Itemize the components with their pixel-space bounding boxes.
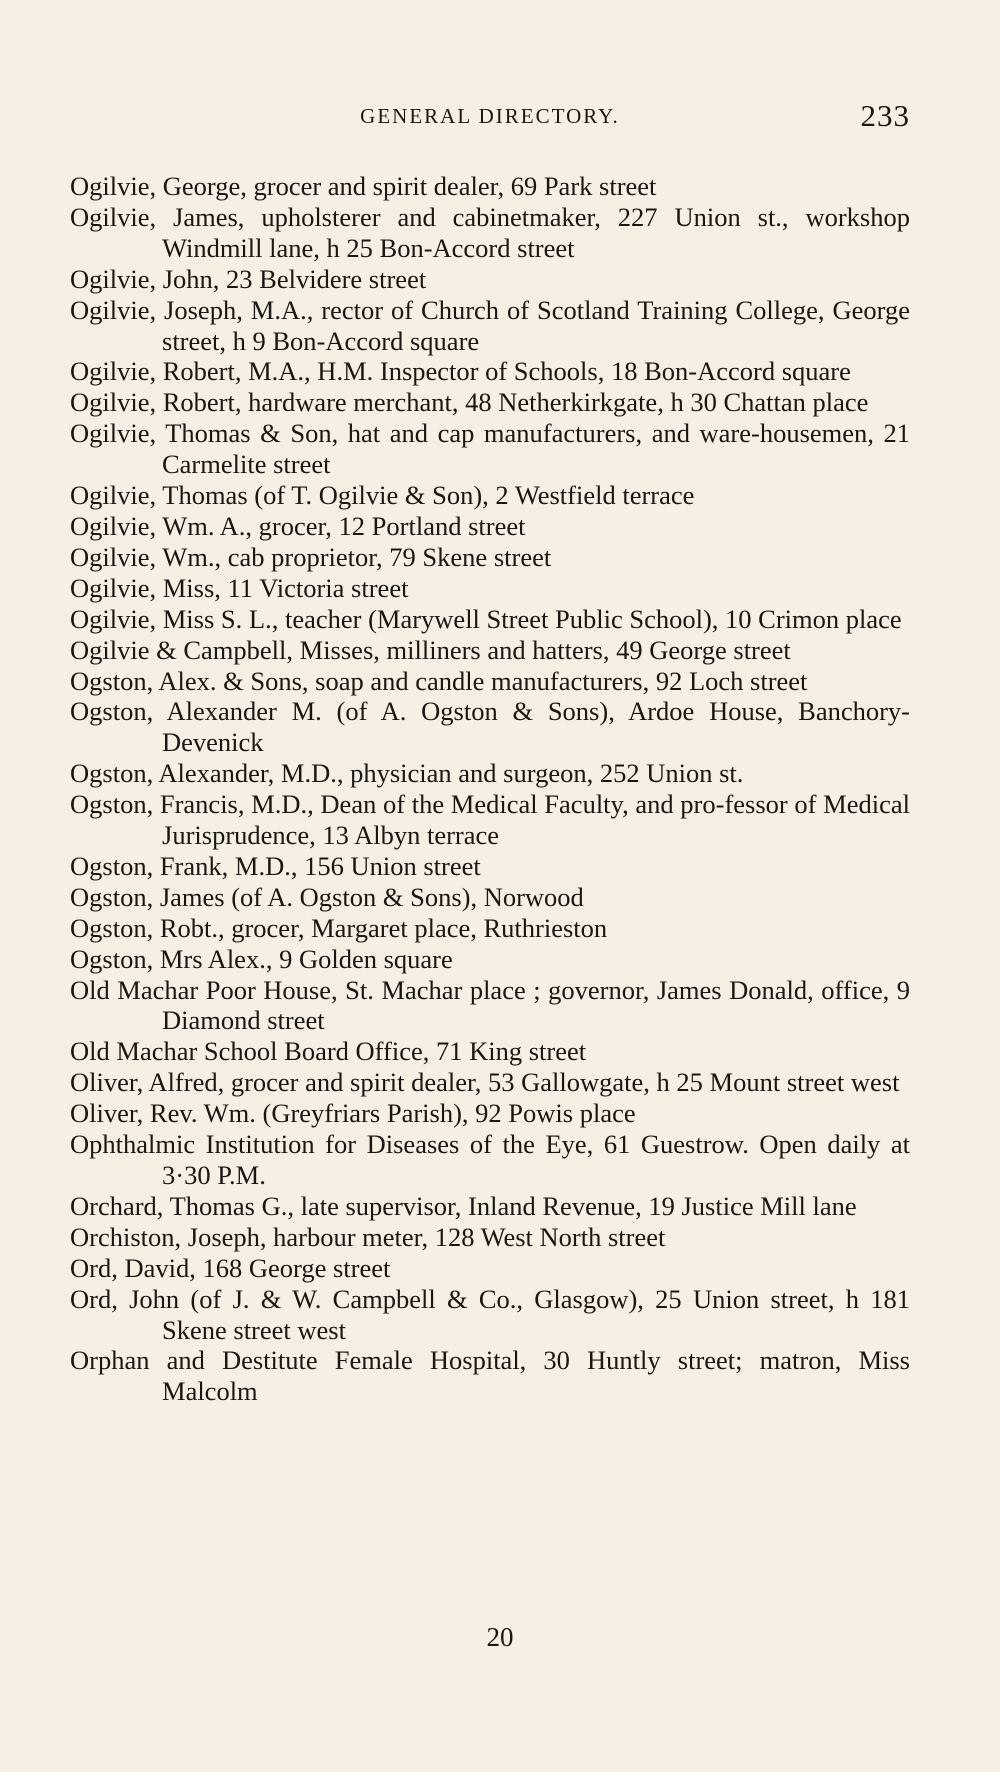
directory-entry: Ogilvie & Campbell, Misses, milliners and hatters, 49 George street <box>70 634 791 665</box>
directory-entry: Ogilvie, Thomas & Son, hat and cap manufacturers, and ware-housemen, 21 Carmelite street <box>70 418 910 480</box>
directory-entry: Oliver, Alfred, grocer and spirit dealer, 53 Gallowgate, h 25 Mount street west <box>70 1067 900 1098</box>
directory-entry: Ogilvie, George, grocer and spirit dealer, 69 Park street <box>70 171 657 201</box>
directory-entry: Ogilvie, John, 23 Belvidere street <box>70 263 427 294</box>
directory-entry: Old Machar School Board Office, 71 King street <box>70 1036 587 1067</box>
directory-entry: Ord, John (of J. & W. Campbell & Co., Glasgow), 25 Union street, h 181 Skene street west <box>70 1283 910 1345</box>
directory-entry: Ogston, Robt., grocer, Margaret place, Ruthrieston <box>70 912 608 943</box>
directory-entry: Ogston, Francis, M.D., Dean of the Medical Faculty, and pro-fessor of Medical Jurisprudence, 13 Albyn terrace <box>70 789 910 851</box>
directory-entry: Orchard, Thomas G., late supervisor, Inland Revenue, 19 Justice Mill lane <box>70 1190 857 1221</box>
directory-entries <box>70 171 910 1407</box>
directory-entry: Ogilvie, Thomas (of T. Ogilvie & Son), 2 Westfield terrace <box>70 480 695 511</box>
directory-entry: Ogilvie, James, upholsterer and cabinetmaker, 227 Union st., workshop Windmill lane, h 25 Bon-Accord street <box>70 201 910 263</box>
directory-entry: Ogston, Mrs Alex., 9 Golden square <box>70 943 453 974</box>
running-head: GENERAL DIRECTORY. <box>360 104 620 128</box>
directory-entry: Ogston, Alexander, M.D., physician and surgeon, 252 Union st. <box>70 758 744 789</box>
page-number: 233 <box>860 98 910 133</box>
signature-mark: 20 <box>486 1622 514 1652</box>
directory-entry: Ogston, James (of A. Ogston & Sons), Norwood <box>70 881 584 912</box>
directory-entry: Ogston, Frank, M.D., 156 Union street <box>70 850 481 881</box>
directory-entry: Old Machar Poor House, St. Machar place ; governor, James Donald, office, 9 Diamond street <box>70 974 910 1036</box>
directory-entry: Ogilvie, Miss S. L., teacher (Marywell Street Public School), 10 Crimon place <box>70 603 902 634</box>
directory-entry: Orchiston, Joseph, harbour meter, 128 West North street <box>70 1221 666 1252</box>
directory-entry: Ogilvie, Robert, hardware merchant, 48 Netherkirkgate, h 30 Chattan place <box>70 387 869 418</box>
directory-entry: Orphan and Destitute Female Hospital, 30 Huntly street; matron, Miss Malcolm <box>70 1345 910 1407</box>
directory-entry: Ophthalmic Institution for Diseases of the Eye, 61 Guestrow. Open daily at 3·30 P.M. <box>70 1129 910 1190</box>
directory-entry: Ogilvie, Wm. A., grocer, 12 Portland street <box>70 510 526 541</box>
directory-entry: Oliver, Rev. Wm. (Greyfriars Parish), 92 Powis place <box>70 1098 636 1129</box>
directory-entry: Ogilvie, Robert, M.A., H.M. Inspector of Schools, 18 Bon-Accord square <box>70 356 851 387</box>
directory-entry: Ord, David, 168 George street <box>70 1252 391 1283</box>
directory-entry: Ogston, Alexander M. (of A. Ogston & Sons), Ardoe House, Banchory-Devenick <box>70 696 910 758</box>
directory-entry: Ogilvie, Wm., cab proprietor, 79 Skene street <box>70 541 552 572</box>
directory-entry: Ogilvie, Joseph, M.A., rector of Church of Scotland Training College, George street, h 9 Bon-Accord square <box>70 294 910 356</box>
directory-entry: Ogilvie, Miss, 11 Victoria street <box>70 572 409 603</box>
page-header <box>70 100 910 140</box>
directory-entry: Ogston, Alex. & Sons, soap and candle manufacturers, 92 Loch street <box>70 665 808 696</box>
